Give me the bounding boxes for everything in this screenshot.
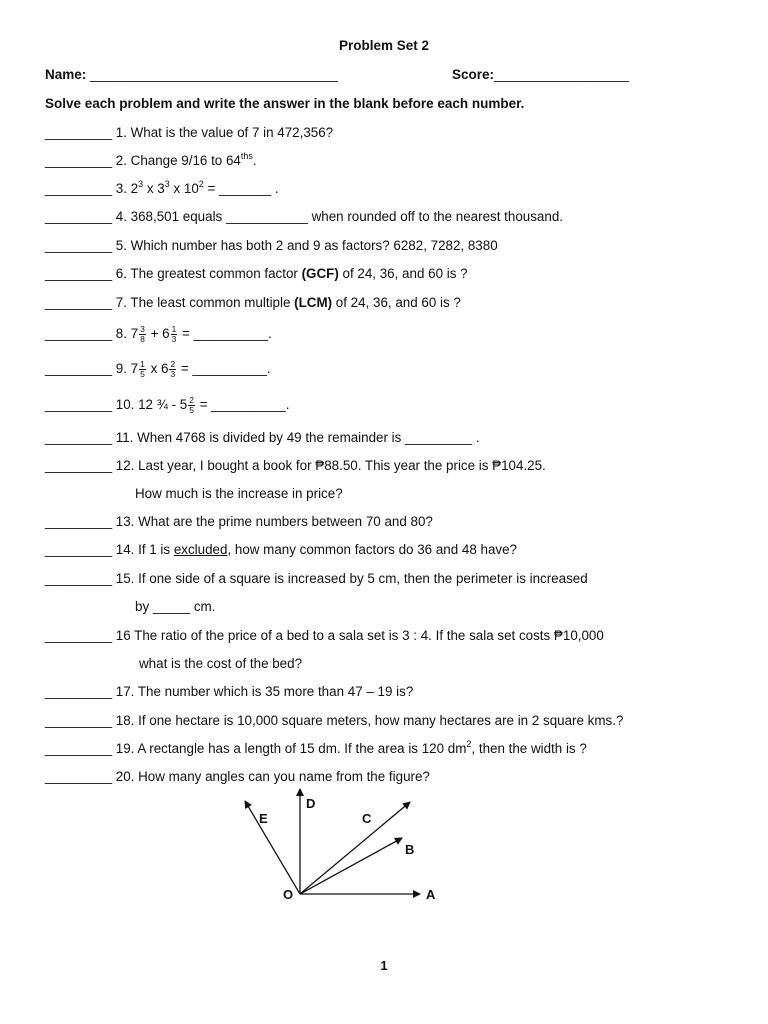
question-18 bbox=[45, 713, 623, 728]
question-6 bbox=[45, 266, 468, 281]
angle-figure bbox=[230, 786, 460, 911]
answer-blank[interactable]: _________ bbox=[45, 238, 113, 253]
question-9 bbox=[45, 360, 271, 379]
answer-blank[interactable]: _________ bbox=[45, 181, 113, 196]
question-3 bbox=[45, 181, 279, 196]
question-15-continuation: by _____ cm. bbox=[135, 599, 216, 614]
question-text: 16 The ratio of the price of a bed to a sala set is 3 : 4. If the sala set costs ₱10,000 bbox=[115, 628, 604, 643]
fraction: $\frac{1}{5}$ bbox=[140, 359, 145, 379]
answer-blank[interactable]: _________ bbox=[45, 542, 113, 557]
question-text: 1. What is the value of 7 in 472,356? bbox=[115, 125, 334, 140]
ray-oc bbox=[300, 802, 410, 894]
question-14 bbox=[45, 542, 517, 557]
question-17 bbox=[45, 684, 413, 699]
answer-blank[interactable]: _________ bbox=[45, 397, 113, 413]
question-text: 17. The number which is 35 more than 47 – 19 is? bbox=[115, 684, 414, 699]
question-4 bbox=[45, 209, 563, 224]
label-d: D bbox=[306, 796, 316, 811]
name-blank[interactable]: _________________________________ bbox=[90, 67, 338, 82]
answer-blank[interactable]: _________ bbox=[45, 769, 113, 784]
page-title: Problem Set 2 bbox=[338, 38, 430, 53]
score-line bbox=[452, 67, 629, 82]
label-o: O bbox=[283, 887, 294, 902]
answer-blank[interactable]: _________ bbox=[45, 713, 113, 728]
label-c: C bbox=[362, 811, 372, 826]
question-text: 3. $2^3$ x $3^3$ x $10^2$ = _______ . bbox=[115, 179, 279, 196]
question-11 bbox=[45, 430, 480, 445]
question-text: 11. When 4768 is divided by 49 the remainder is _________ . bbox=[115, 430, 480, 445]
answer-blank[interactable]: _________ bbox=[45, 741, 113, 756]
question-16 bbox=[45, 628, 604, 643]
question-text: 18. If one hectare is 10,000 square meters, how many hectares are in 2 square kms.? bbox=[115, 713, 624, 728]
label-e: E bbox=[259, 811, 268, 826]
ray-ob bbox=[300, 838, 402, 894]
answer-blank[interactable]: _________ bbox=[45, 153, 113, 168]
question-12-continuation: How much is the increase in price? bbox=[135, 486, 343, 501]
question-text: 14. If 1 is excluded, how many common factors do 36 and 48 have? bbox=[115, 542, 517, 557]
answer-blank[interactable]: _________ bbox=[45, 295, 113, 310]
answer-blank[interactable]: _________ bbox=[45, 571, 113, 586]
ray-oe bbox=[245, 801, 300, 894]
fraction: $\frac{2}{5}$ bbox=[189, 395, 194, 415]
answer-blank[interactable]: _________ bbox=[45, 684, 113, 699]
fraction: $\frac{3}{8}$ bbox=[140, 324, 145, 344]
score-label: Score: bbox=[452, 67, 495, 82]
question-text: 19. A rectangle has a length of 15 dm. If the area is 120 $dm^2$, then the width is ? bbox=[115, 739, 587, 756]
label-b: B bbox=[405, 842, 415, 857]
question-8 bbox=[45, 325, 272, 344]
question-text: 20. How many angles can you name from the figure? bbox=[115, 769, 430, 784]
label-a: A bbox=[426, 887, 436, 902]
question-text: 8. 7 $\frac{3}{8}$ + 6 $\frac{1}{3}$ = __________. bbox=[115, 324, 272, 344]
question-text: 7. The least common multiple (LCM) of 24, 36, and 60 is ? bbox=[115, 295, 461, 310]
answer-blank[interactable]: _________ bbox=[45, 430, 113, 445]
answer-blank[interactable]: _________ bbox=[45, 125, 113, 140]
answer-blank[interactable]: _________ bbox=[45, 209, 113, 224]
question-10 bbox=[45, 396, 289, 415]
page-number: 1 bbox=[380, 958, 388, 973]
instructions: Solve each problem and write the answer in the blank before each number. bbox=[45, 96, 525, 111]
question-text: 2. Change 9/16 to $64^{ths}$. bbox=[115, 151, 257, 168]
question-text: 9. 7 $\frac{1}{5}$ x 6 $\frac{2}{3}$ = __________. bbox=[115, 359, 271, 379]
question-20 bbox=[45, 769, 430, 784]
answer-blank[interactable]: _________ bbox=[45, 628, 113, 643]
question-13 bbox=[45, 514, 433, 529]
question-19 bbox=[45, 741, 587, 756]
question-text: 4. 368,501 equals ___________ when rounded off to the nearest thousand. bbox=[115, 209, 563, 224]
question-12 bbox=[45, 458, 546, 473]
fraction: $\frac{1}{3}$ bbox=[171, 324, 177, 344]
fraction: $\frac{2}{3}$ bbox=[170, 359, 176, 379]
question-7 bbox=[45, 295, 461, 310]
answer-blank[interactable]: _________ bbox=[45, 266, 113, 281]
name-line bbox=[45, 67, 338, 82]
question-text: 5. Which number has both 2 and 9 as factors? 6282, 7282, 8380 bbox=[115, 238, 498, 253]
answer-blank[interactable]: _________ bbox=[45, 361, 113, 377]
question-text: 12. Last year, I bought a book for ₱88.50. This year the price is ₱104.25. bbox=[115, 458, 546, 473]
question-text: 13. What are the prime numbers between 70 and 80? bbox=[115, 514, 433, 529]
question-1 bbox=[45, 125, 333, 140]
question-5 bbox=[45, 238, 498, 253]
answer-blank[interactable]: _________ bbox=[45, 458, 113, 473]
question-text: 15. If one side of a square is increased by 5 cm, then the perimeter is increased bbox=[115, 571, 588, 586]
question-text: 10. 12 ¾ - 5 $\frac{2}{5}$ = __________. bbox=[115, 395, 290, 415]
name-label: Name: bbox=[45, 67, 87, 82]
question-2 bbox=[45, 153, 257, 168]
answer-blank[interactable]: _________ bbox=[45, 326, 113, 342]
question-text: 6. The greatest common factor (GCF) of 24, 36, and 60 is ? bbox=[115, 266, 468, 281]
score-blank[interactable]: __________________ bbox=[494, 67, 630, 82]
question-16-continuation: what is the cost of the bed? bbox=[139, 656, 303, 671]
question-15 bbox=[45, 571, 588, 586]
answer-blank[interactable]: _________ bbox=[45, 514, 113, 529]
